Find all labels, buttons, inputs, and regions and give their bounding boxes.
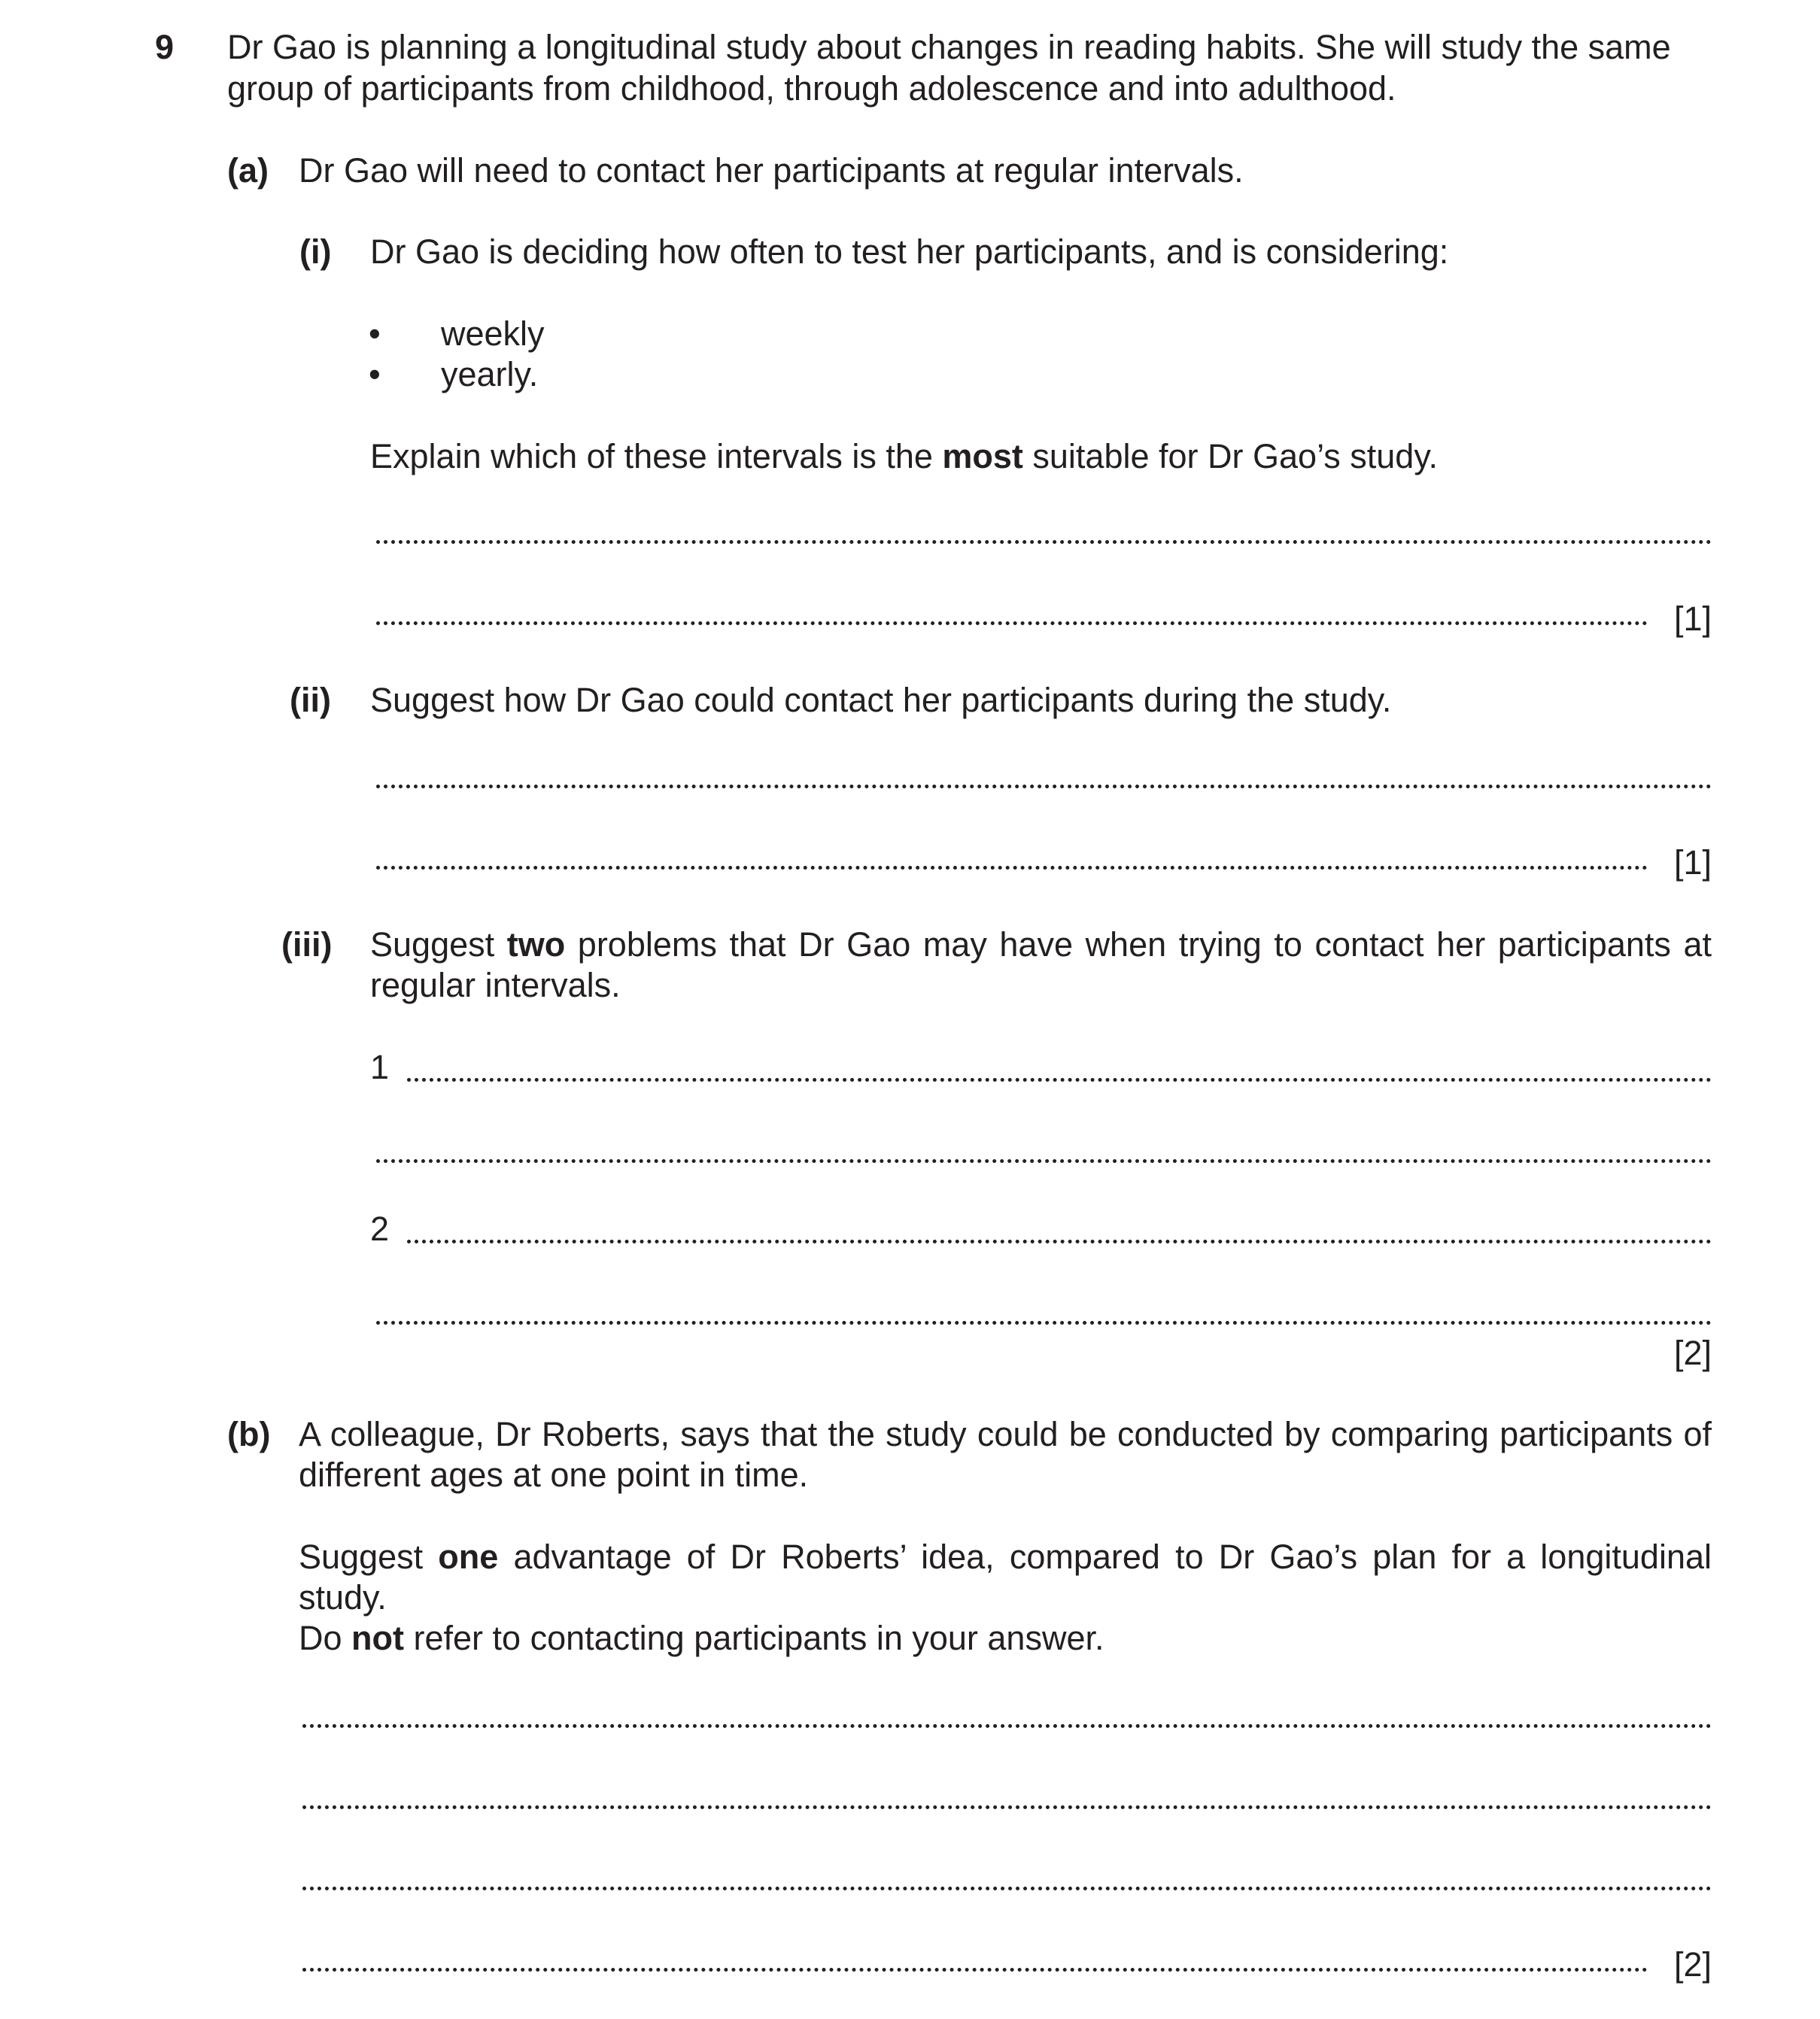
bullet-icon: • — [369, 314, 381, 353]
bullet-icon: • — [369, 355, 381, 393]
answer-line[interactable] — [302, 1805, 1712, 1809]
answer-number-1: 1 — [370, 1048, 390, 1086]
question-number: 9 — [155, 28, 175, 66]
part-a-i-explain: Explain which of these intervals is the most suitable for Dr Gao’s study. — [370, 437, 1438, 475]
part-a-ii-label: (ii) — [290, 681, 331, 719]
answer-line[interactable] — [407, 1240, 1712, 1243]
part-a-iii-line1: Suggest two problems that Dr Gao may have when trying to contact her participants at — [370, 925, 1712, 964]
part-b-do-not: Do not refer to contacting participants in your answer. — [299, 1619, 1104, 1657]
answer-line[interactable] — [376, 621, 1648, 625]
part-a-iii-label: (iii) — [281, 925, 333, 964]
answer-line[interactable] — [376, 1321, 1712, 1325]
part-b-line1: A colleague, Dr Roberts, says that the study could be conducted by comparing participants of — [299, 1415, 1712, 1453]
answer-line[interactable] — [302, 1968, 1648, 1972]
answer-line[interactable] — [376, 540, 1712, 544]
part-a-text: Dr Gao will need to contact her participants at regular intervals. — [299, 151, 1244, 190]
part-a-i-label: (i) — [299, 232, 332, 271]
part-b-line2: different ages at one point in time. — [299, 1456, 809, 1494]
marks-b: [2] — [1673, 1945, 1712, 1984]
answer-number-2: 2 — [370, 1210, 390, 1248]
part-b-suggest-line2: study. — [299, 1578, 387, 1617]
answer-line[interactable] — [302, 1887, 1712, 1890]
answer-line[interactable] — [376, 866, 1648, 870]
part-a-iii-line2: regular intervals. — [370, 966, 621, 1004]
option-yearly: yearly. — [441, 355, 539, 393]
marks-a-ii: [1] — [1673, 843, 1712, 882]
part-b-suggest-line1: Suggest one advantage of Dr Roberts’ idea, compared to Dr Gao’s plan for a longitudinal — [299, 1538, 1712, 1576]
answer-line[interactable] — [376, 1159, 1712, 1163]
answer-line[interactable] — [302, 1724, 1712, 1728]
answer-line[interactable] — [376, 785, 1712, 788]
question-intro-line2: group of participants from childhood, through adolescence and into adulthood. — [227, 69, 1396, 108]
marks-a-i: [1] — [1673, 600, 1712, 638]
question-intro-line1: Dr Gao is planning a longitudinal study about changes in reading habits. She will study the same — [227, 28, 1671, 66]
marks-a-iii: [2] — [1673, 1334, 1712, 1372]
answer-line[interactable] — [407, 1078, 1712, 1082]
part-b-label: (b) — [227, 1415, 271, 1453]
part-a-i-text: Dr Gao is deciding how often to test her participants, and is considering: — [370, 232, 1449, 271]
option-weekly: weekly — [441, 314, 545, 353]
part-a-ii-text: Suggest how Dr Gao could contact her participants during the study. — [370, 681, 1392, 719]
part-a-label: (a) — [227, 151, 269, 190]
